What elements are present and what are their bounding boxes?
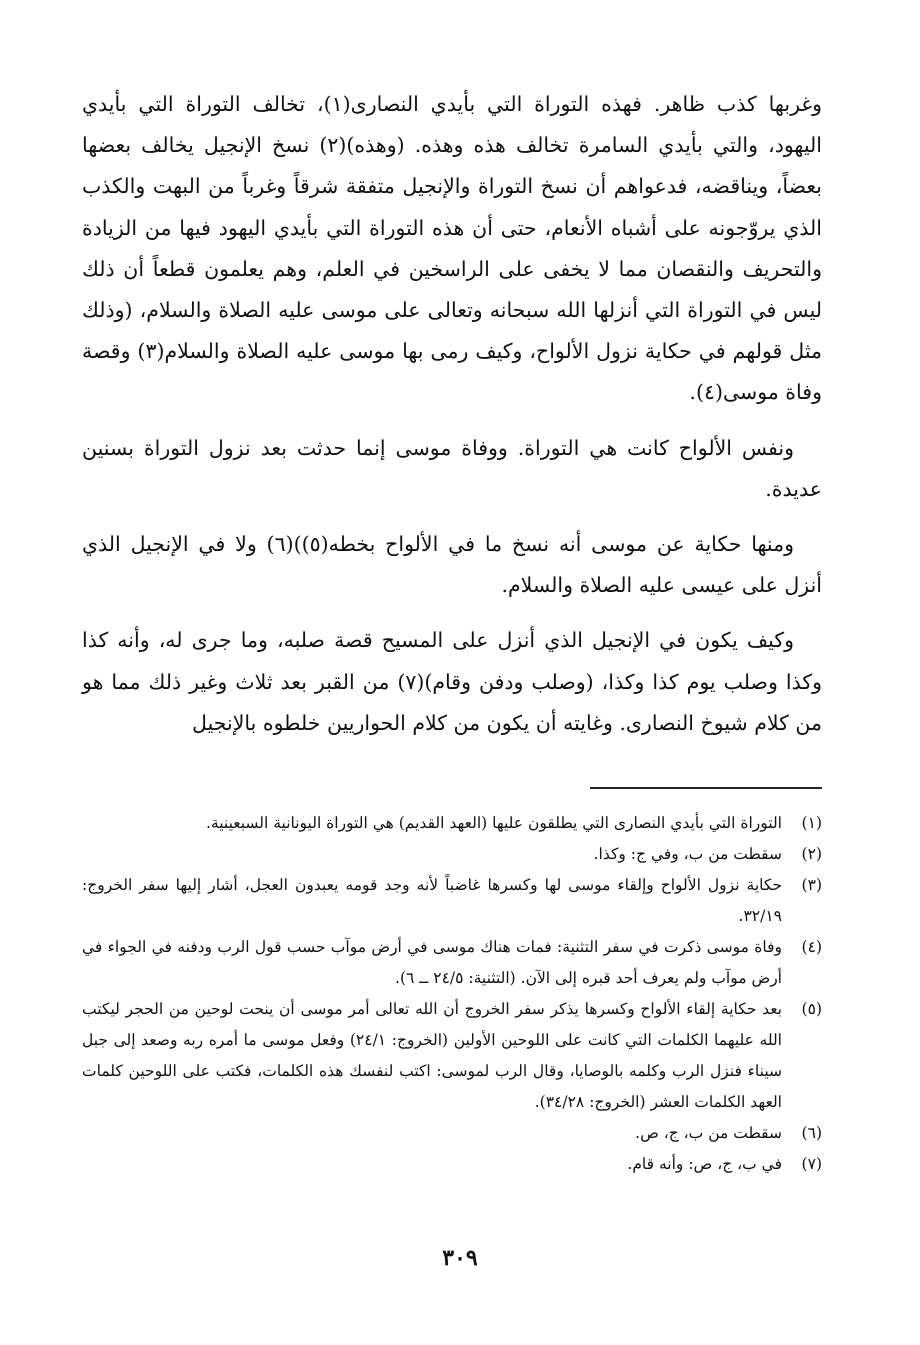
- footnotes: [82, 808, 822, 1180]
- footnote-text: في ب، ج، ص: وأنه قام.: [627, 1155, 782, 1173]
- footnote-item: [82, 839, 822, 870]
- footnote-item: [82, 1118, 822, 1149]
- footnote-item: [82, 808, 822, 839]
- footnote-text: حكاية نزول الألواح وإلقاء موسى لها وكسرها غاضباً لأنه وجد قومه يعبدون العجل، أشار إليها سفر الخروج: ٣٢/١٩.: [82, 876, 782, 925]
- paragraph-2: ونفس الألواح كانت هي التوراة. ووفاة موسى إنما حدثت بعد نزول التوراة بسنين عديدة.: [82, 435, 822, 501]
- paragraph-3: ومنها حكاية عن موسى أنه نسخ ما في الألواح بخطه(٥))(٦) ولا في الإنجيل الذي أنزل على عيسى عليه الصلاة والسلام.: [82, 532, 822, 598]
- footnote-item: [82, 932, 822, 994]
- footnote-item: [82, 1149, 822, 1180]
- footnote-number: (٤): [801, 938, 822, 956]
- footnote-text: سقطت من ب، وفي ج: وكذا.: [593, 845, 782, 863]
- footnote-number: (٢): [801, 845, 822, 863]
- paragraph-1: وغربها كذب ظاهر. فهذه التوراة التي بأيدي النصارى(١)، تخالف التوراة التي بأيدي اليهود، والتي بأيدي السامرة تخالف هذه وهذه. (وهذه)(٢) نسخ الإنجيل يخالف بعضها بعضاً، ويناقضه، فدعواهم أن نسخ التوراة والإنجيل متفقة شرقاً وغرباً من البهت والكذب الذي يروّجونه على أشباه الأنعام، حتى أن هذه التوراة التي بأيدي اليهود فيها من الزيادة والتحريف والنقصان مما لا يخفى على الراسخين في العلم، وهم يعلمون قطعاً أن ذلك ليس في التوراة التي أنزلها الله سبحانه وتعالى على موسى عليه الصلاة والسلام، (وذلك مثل قولهم في حكاية نزول الألواح، وكيف رمى بها موسى عليه الصلاة والسلام(٣) وقصة وفاة موسى(٤).: [82, 92, 823, 405]
- footnote-item: [82, 994, 822, 1118]
- page-number: ٣٠٩: [442, 1245, 478, 1271]
- footnote-number: (١): [801, 814, 822, 832]
- main-text: [82, 84, 822, 758]
- footnote-number: (٥): [801, 1000, 822, 1018]
- footnote-item: [82, 870, 822, 932]
- footnote-text: التوراة التي بأيدي النصارى التي يطلقون عليها (العهد القديم) هي التوراة اليونانية السبعينية.: [206, 814, 782, 832]
- footnote-number: (٧): [801, 1155, 822, 1173]
- paragraph-4: وكيف يكون في الإنجيل الذي أنزل على المسيح قصة صلبه، وما جرى له، وأنه كذا وكذا وصلب يوم كذا وكذا، (وصلب ودفن وقام)(٧) من القبر بعد ثلاث وغير ذلك مما هو من كلام شيوخ النصارى. وغايته أن يكون من كلام الحواريين خلطوه بالإنجيل: [82, 628, 822, 735]
- footnote-text: سقطت من ب، ج، ص.: [635, 1124, 782, 1142]
- footnote-separator: [590, 787, 822, 789]
- footnote-text: وفاة موسى ذكرت في سفر التثنية: فمات هناك موسى في أرض موآب حسب قول الرب ودفنه في الجواء في أرض موآب ولم يعرف أحد قبره إلى الآن. (التثنية: ٢٤/٥ ــ ٦).: [82, 938, 782, 987]
- footnote-number: (٦): [801, 1124, 822, 1142]
- footnote-number: (٣): [801, 876, 822, 894]
- footnote-text: بعد حكاية إلقاء الألواح وكسرها يذكر سفر الخروج أن الله تعالى أمر موسى أن ينحت لوحين من الحجر ليكتب الله عليهما الكلمات التي كانت على اللوحين الأولين (الخروج: ٢٤/١) وفعل موسى ما أمره ربه وصعد إلى جبل سيناء فنزل الرب وكلمه بالوصايا، وقال الرب لموسى: اكتب لنفسك هذه الكلمات، فكتب على اللوحين كلمات العهد الكلمات العشر (الخروج: ٣٤/٢٨).: [82, 1000, 782, 1111]
